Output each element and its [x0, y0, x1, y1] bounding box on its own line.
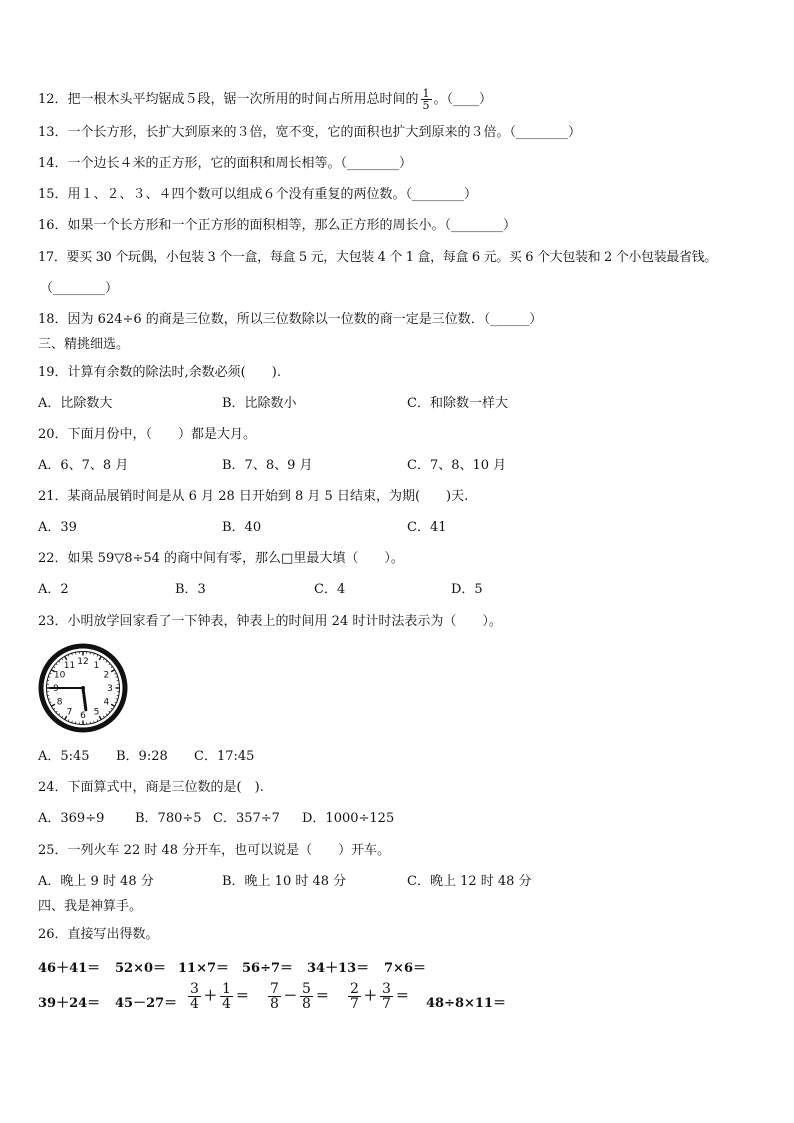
fraction: $\frac{1}{4}$: [221, 981, 231, 1012]
question-24: 24．下面算式中，商是三位数的是( ).: [38, 780, 264, 795]
q25-option-a[interactable]: A．晚上 9 时 48 分: [38, 874, 154, 889]
calc-item: 34＋13＝: [307, 961, 370, 976]
clock-number: 9: [53, 684, 59, 695]
q23-option-c[interactable]: C．17:45: [194, 749, 255, 764]
section-3-heading: 三、精挑细选。: [38, 337, 130, 352]
question-21: 21．某商品展销时间是从 6 月 28 日开始到 8 月 5 日结束，为期( )天.: [38, 489, 469, 504]
fraction-calc-item: $\frac{3}{4}$ ＋ $\frac{1}{4}$ ＝: [190, 981, 249, 1012]
q24-option-a[interactable]: A．369÷9: [38, 811, 105, 826]
clock-number: 1: [93, 660, 100, 671]
fraction: $\frac{2}{7}$: [350, 981, 359, 1012]
fraction-calc-item: $\frac{2}{7}$ ＋ $\frac{3}{7}$ ＝: [350, 981, 409, 1012]
clock-number: 8: [56, 697, 63, 708]
fraction: $\frac{5}{8}$: [301, 981, 311, 1012]
question-20: 20．下面月份中，（ ）都是大月。: [38, 427, 257, 442]
calc-item: 7×6＝: [384, 961, 426, 976]
question-25: 25．一列火车 22 时 48 分开车，也可以说是（ ）开车。: [38, 843, 391, 858]
q19-option-a[interactable]: A．比除数大: [38, 396, 113, 411]
section-4-heading: 四、我是神算手。: [38, 899, 143, 914]
clock-number: 10: [53, 670, 66, 681]
q24-option-d[interactable]: D．1000÷125: [302, 811, 395, 826]
q22-option-d[interactable]: D．5: [451, 582, 483, 597]
question-13: 13．一个长方形，长扩大到原来的３倍，宽不变，它的面积也扩大到原来的３倍。（________）: [38, 125, 582, 140]
q21-option-a[interactable]: A．39: [38, 520, 77, 535]
calc-item: 45－27＝: [115, 996, 178, 1011]
calc-item: 11×7＝: [178, 961, 230, 976]
fraction: $\frac{7}{8}$: [270, 981, 279, 1012]
question-12: [38, 88, 492, 111]
question-16: 16．如果一个长方形和一个正方形的面积相等，那么正方形的周长小。（________）: [38, 218, 517, 233]
q12-text-before: 12．把一根木头平均锯成５段，锯一次所用的时间占所用总时间的: [38, 92, 419, 107]
q23-option-a[interactable]: A．5:45: [38, 749, 90, 764]
clock-number: 7: [66, 707, 73, 718]
question-15: 15．用１、２、３、４四个数可以组成６个没有重复的两位数。（________）: [38, 187, 478, 202]
q20-option-c[interactable]: C．7、8、10 月: [407, 458, 507, 473]
q25-option-b[interactable]: B．晚上 10 时 48 分: [222, 874, 347, 889]
question-18: 18．因为 624÷6 的商是三位数，所以三位数除以一位数的商一定是三位数．（______）: [38, 312, 543, 327]
question-17-line2: （________）: [40, 281, 119, 296]
q22-option-c[interactable]: C．4: [314, 582, 346, 597]
q21-option-c[interactable]: C．41: [407, 520, 447, 535]
q22-option-b[interactable]: B．3: [175, 582, 206, 597]
q22-option-a[interactable]: A．2: [38, 582, 69, 597]
calc-item: 52×0＝: [115, 961, 167, 976]
q25-option-c[interactable]: C．晚上 12 时 48 分: [407, 874, 532, 889]
clock-number: 12: [77, 657, 89, 668]
question-26: 26．直接写出得数。: [38, 927, 159, 942]
q20-option-a[interactable]: A．6、7、8 月: [38, 458, 129, 473]
clock-center: [81, 686, 85, 690]
fraction: $\frac{3}{4}$: [190, 981, 199, 1012]
calc-item: 48÷8×11＝: [426, 996, 507, 1011]
clock-number: 5: [93, 707, 100, 718]
calc-item: 46＋41＝: [38, 961, 101, 976]
fraction-calc-item: $\frac{7}{8}$ － $\frac{5}{8}$ ＝: [270, 981, 329, 1012]
q19-option-b[interactable]: B．比除数小: [222, 396, 297, 411]
question-23: 23．小明放学回家看了一下钟表，钟表上的时间用 24 时计时法表示为（ ）。: [38, 614, 502, 629]
q12-text-after: 。（____）: [433, 92, 493, 107]
q19-option-c[interactable]: C．和除数一样大: [407, 396, 508, 411]
clock-number: 4: [103, 697, 110, 708]
question-17-line1: 17．要买 30 个玩偶，小包装 3 个一盒，每盒 5 元，大包装 4 个 1 盒，每盒 6 元。买 6 个大包装和 2 个小包装最省钱。: [38, 250, 717, 265]
clock-number: 6: [80, 711, 86, 722]
question-19: 19．计算有余数的除法时,余数必须( ).: [38, 365, 281, 380]
question-22: 22．如果 59▽8÷54 的商中间有零，那么□里最大填（ ）。: [38, 551, 404, 566]
calc-item: 39＋24＝: [38, 996, 101, 1011]
clock-number: 2: [103, 670, 110, 681]
q20-option-b[interactable]: B．7、8、9 月: [222, 458, 313, 473]
q24-option-c[interactable]: C．357÷7: [213, 811, 280, 826]
clock-number: 3: [107, 684, 113, 695]
q21-option-b[interactable]: B．40: [222, 520, 262, 535]
q12-fraction: $\frac{1}{5}$: [422, 87, 430, 112]
q24-option-b[interactable]: B．780÷5: [135, 811, 202, 826]
fraction: $\frac{3}{7}$: [381, 981, 391, 1012]
clock-number: 11: [63, 660, 76, 671]
clock-face: [38, 643, 128, 733]
calc-item: 56÷7＝: [242, 961, 294, 976]
question-14: 14．一个边长４米的正方形，它的面积和周长相等。（________）: [38, 156, 413, 171]
q23-option-b[interactable]: B．9:28: [116, 749, 168, 764]
